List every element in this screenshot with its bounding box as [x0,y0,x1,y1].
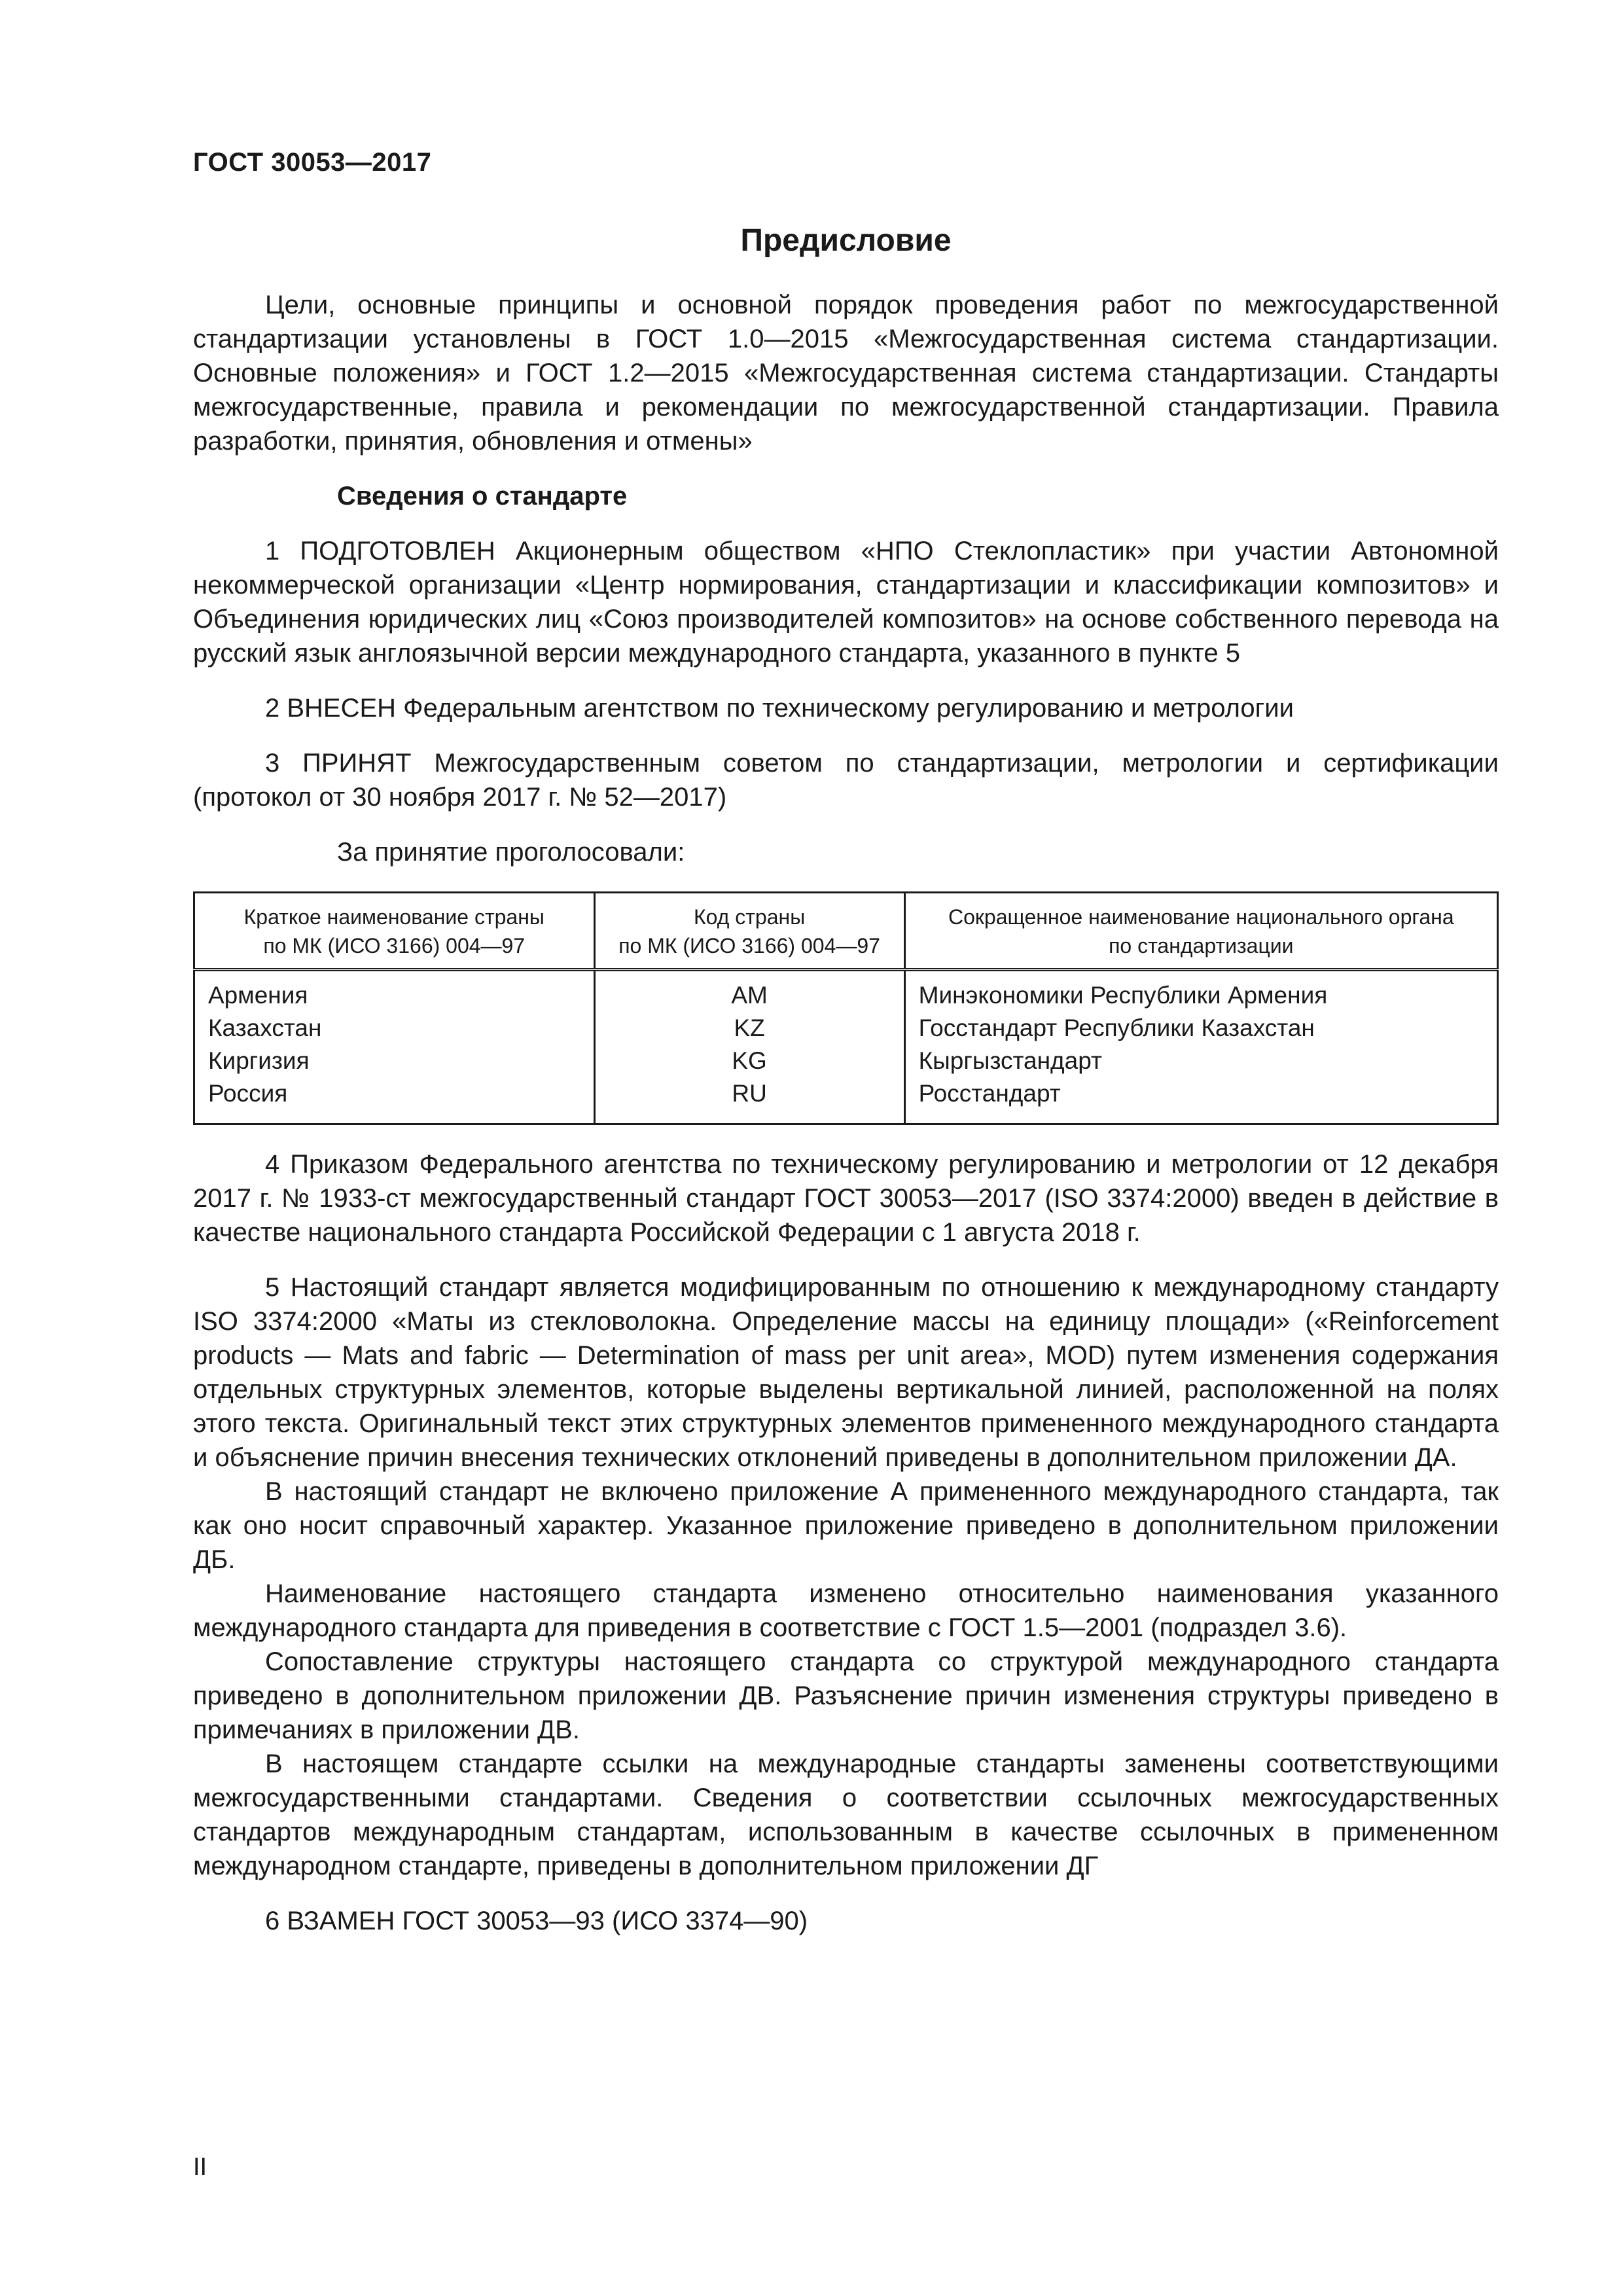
item-1-paragraph: 1 ПОДГОТОВЛЕН Акционерным обществом «НПО Стеклопластик» при участии Автономной некоммерческой организации «Центр нормирования, стандартизации и классификации композитов» и Объединения юридических лиц «Союз производителей композитов» на основе собственного перевода на русский язык англоязычной версии международного стандарта, указанного в пункте 5 [193,537,1499,668]
country-cell: Армения [194,970,595,1013]
page-title: Предисловие [740,223,952,258]
document-body [193,288,1499,1938]
column-header-line: по МК (ИСО 3166) 004—97 [618,934,880,958]
table-row [194,1045,1498,1077]
country-code-cell: KG [594,1045,904,1077]
item-6-paragraph: 6 ВЗАМЕН ГОСТ 30053—93 (ИСО 3374—90) [265,1907,808,1935]
item-5-paragraph-5: В настоящем стандарте ссылки на международные стандарты заменены соответствующими межгосударственными стандартами. Сведения о соответствии ссылочных межгосударственных стандартов международным стандартам, использованным в качестве ссылочных в примененном международном стандарте, приведены в дополнительном приложении ДГ [193,1749,1499,1880]
column-header-line: по стандартизации [1109,934,1294,958]
national-body-cell: Минэкономики Республики Армения [918,982,1328,1009]
country-cell: Казахстан [194,1012,595,1045]
country-cell: Киргизия [194,1045,595,1077]
column-header-line: Краткое наименование страны [243,905,544,929]
table-header-row [194,893,1498,970]
national-body-cell: Кыргызстандарт [918,1047,1102,1074]
column-header-country [194,893,595,970]
country-code-cell: AM [594,970,904,1013]
item-5-paragraph: 5 Настоящий стандарт является модифицированным по отношению к международному стандарту ISO 3374:2000 «Маты из стекловолокна. Определение массы на единицу площади» («Reinforcement products — Mats and fabric — Determination of mass per unit area», MOD) путем изменения содержания отдельных структурных элементов, которые выделены вертикальной линией, расположенной на полях этого текста. Оригинальный текст этих структурных элементов примененного международного стандарта и объяснение причин внесения технических отклонений приведены в дополнительном приложении ДА. [193,1273,1499,1472]
document-code-header: ГОСТ 30053—2017 [193,148,432,177]
national-body-cell: Госстандарт Республики Казахстан [918,1014,1315,1041]
table-row [194,970,1498,1013]
item-5-paragraph-3: Наименование настоящего стандарта изменено относительно наименования указанного международного стандарта для приведения в соответствие с ГОСТ 1.5—2001 (подраздел 3.6). [193,1579,1499,1642]
table-row [194,1012,1498,1045]
country-code-cell: KZ [594,1012,904,1045]
column-header-line: Код страны [693,905,806,929]
table-row [194,1077,1498,1124]
column-header-body [904,893,1497,970]
preamble-paragraph: Цели, основные принципы и основной порядок проведения работ по межгосударственной стандартизации установлены в ГОСТ 1.0—2015 «Межгосударственная система стандартизации. Основные положения» и ГОСТ 1.2—2015 «Межгосударственная система стандартизации. Стандарты межгосударственные, правила и рекомендации по межгосударственной стандартизации. Правила разработки, принятия, обновления и отмены» [193,291,1499,456]
column-header-code [594,893,904,970]
national-body-cell: Росстандарт [918,1080,1061,1107]
item-5-paragraph-2: В настоящий стандарт не включено приложение А примененного международного стандарта, так как оно носит справочный характер. Указанное приложение приведено в дополнительном приложении ДБ. [193,1477,1499,1574]
country-code-cell: RU [594,1077,904,1124]
item-4-paragraph: 4 Приказом Федерального агентства по техническому регулированию и метрологии от 12 декабря 2017 г. № 1933-ст межгосударственный стандарт ГОСТ 30053—2017 (ISO 3374:2000) введен в действие в качестве национального стандарта Российской Федерации с 1 августа 2018 г. [193,1150,1499,1247]
item-3-paragraph: 3 ПРИНЯТ Межгосударственным советом по стандартизации, метрологии и сертификации (протокол от 30 ноября 2017 г. № 52—2017) [193,749,1499,812]
column-header-line: Сокращенное наименование национального органа [948,905,1454,929]
voting-countries-table [193,891,1499,1125]
item-5-paragraph-4: Сопоставление структуры настоящего стандарта со структурой международного стандарта приведено в дополнительном приложении ДВ. Разъяснение причин изменения структуры приведено в примечаниях в приложении ДВ. [193,1647,1499,1744]
column-header-line: по МК (ИСО 3166) 004—97 [263,934,526,958]
page-number: II [193,2153,207,2181]
country-cell: Россия [194,1077,595,1124]
voted-label: За принятие проголосовали: [337,838,685,867]
section-heading: Сведения о стандарте [337,482,628,511]
item-2-paragraph: 2 ВНЕСЕН Федеральным агентством по техническому регулированию и метрологии [265,694,1294,723]
